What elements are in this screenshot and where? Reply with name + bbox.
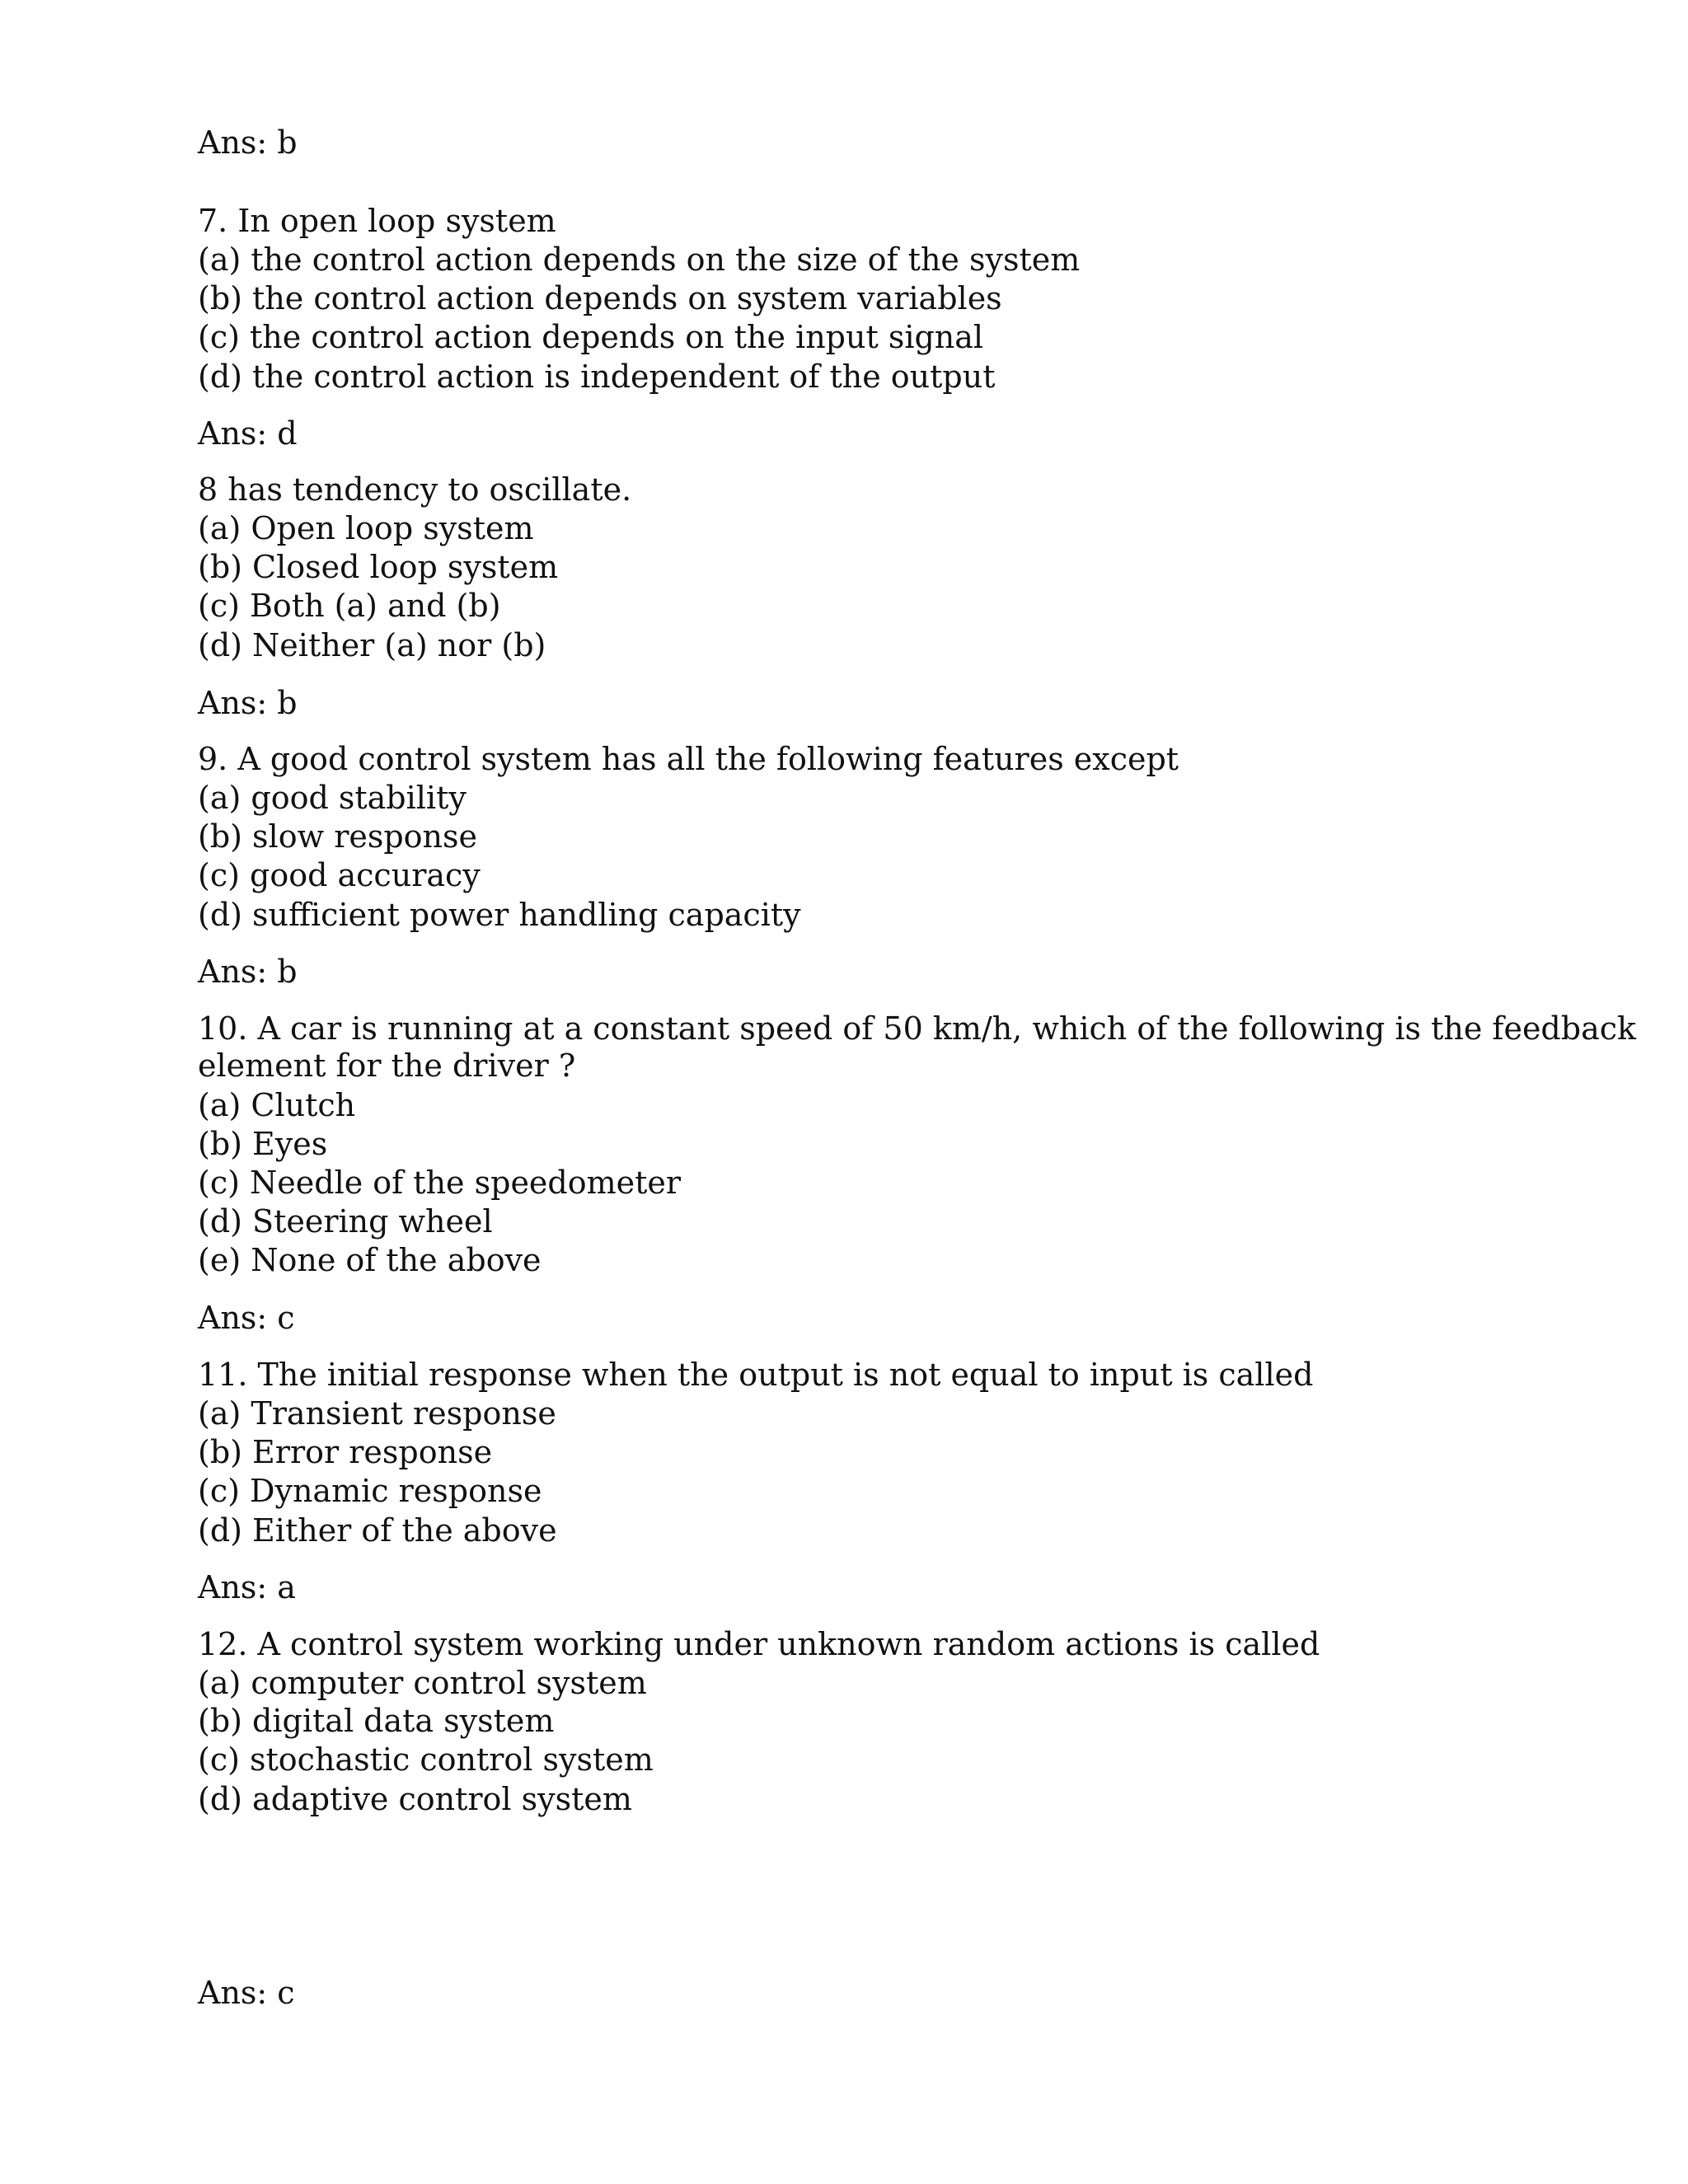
q8-option-c: (c) Both (a) and (b) bbox=[198, 588, 501, 624]
q7-option-d: (d) the control action is independent of the output bbox=[198, 359, 996, 395]
q10-option-a: (a) Clutch bbox=[198, 1087, 356, 1123]
q12-option-b: (b) digital data system bbox=[198, 1703, 555, 1739]
question-8: 8 has tendency to oscillate. bbox=[198, 471, 632, 508]
q10-option-c: (c) Needle of the speedometer bbox=[198, 1165, 682, 1201]
q11-option-a: (a) Transient response bbox=[198, 1395, 556, 1432]
answer-q8: Ans: b bbox=[198, 685, 298, 721]
q12-option-a: (a) computer control system bbox=[198, 1665, 647, 1701]
q7-option-c: (c) the control action depends on the input signal bbox=[198, 319, 984, 355]
question-12: 12. A control system working under unknown random actions is called bbox=[198, 1626, 1320, 1662]
question-7: 7. In open loop system bbox=[198, 203, 556, 239]
answer-q9: Ans: b bbox=[198, 954, 298, 990]
q9-option-d: (d) sufficient power handling capacity bbox=[198, 897, 801, 933]
q9-option-b: (b) slow response bbox=[198, 818, 478, 855]
q11-option-b: (b) Error response bbox=[198, 1434, 493, 1470]
q12-option-d: (d) adaptive control system bbox=[198, 1781, 632, 1817]
answer-q10: Ans: c bbox=[198, 1300, 295, 1336]
answer-q6: Ans: b bbox=[198, 124, 298, 161]
q11-option-d: (d) Either of the above bbox=[198, 1512, 557, 1549]
question-11: 11. The initial response when the output is not equal to input is called bbox=[198, 1357, 1314, 1393]
q9-option-a: (a) good stability bbox=[198, 780, 467, 816]
q11-option-c: (c) Dynamic response bbox=[198, 1473, 542, 1509]
q7-option-b: (b) the control action depends on system variables bbox=[198, 280, 1002, 316]
q10-option-b: (b) Eyes bbox=[198, 1126, 328, 1162]
q9-option-c: (c) good accuracy bbox=[198, 857, 481, 893]
question-9: 9. A good control system has all the following features except bbox=[198, 741, 1179, 777]
answer-q12: Ans: c bbox=[198, 1975, 295, 2011]
q10-option-e: (e) None of the above bbox=[198, 1242, 542, 1278]
answer-q11: Ans: a bbox=[198, 1569, 296, 1605]
q12-option-c: (c) stochastic control system bbox=[198, 1741, 654, 1778]
q7-option-a: (a) the control action depends on the size of the system bbox=[198, 241, 1081, 278]
q8-option-d: (d) Neither (a) nor (b) bbox=[198, 627, 546, 663]
answer-q7: Ans: d bbox=[198, 415, 298, 452]
question-10-continued: element for the driver ? bbox=[198, 1047, 576, 1084]
question-10: 10. A car is running at a constant speed of 50 km/h, which of the following is the feedback bbox=[198, 1010, 1637, 1047]
q8-option-a: (a) Open loop system bbox=[198, 510, 534, 546]
q8-option-b: (b) Closed loop system bbox=[198, 549, 559, 585]
q10-option-d: (d) Steering wheel bbox=[198, 1203, 493, 1240]
